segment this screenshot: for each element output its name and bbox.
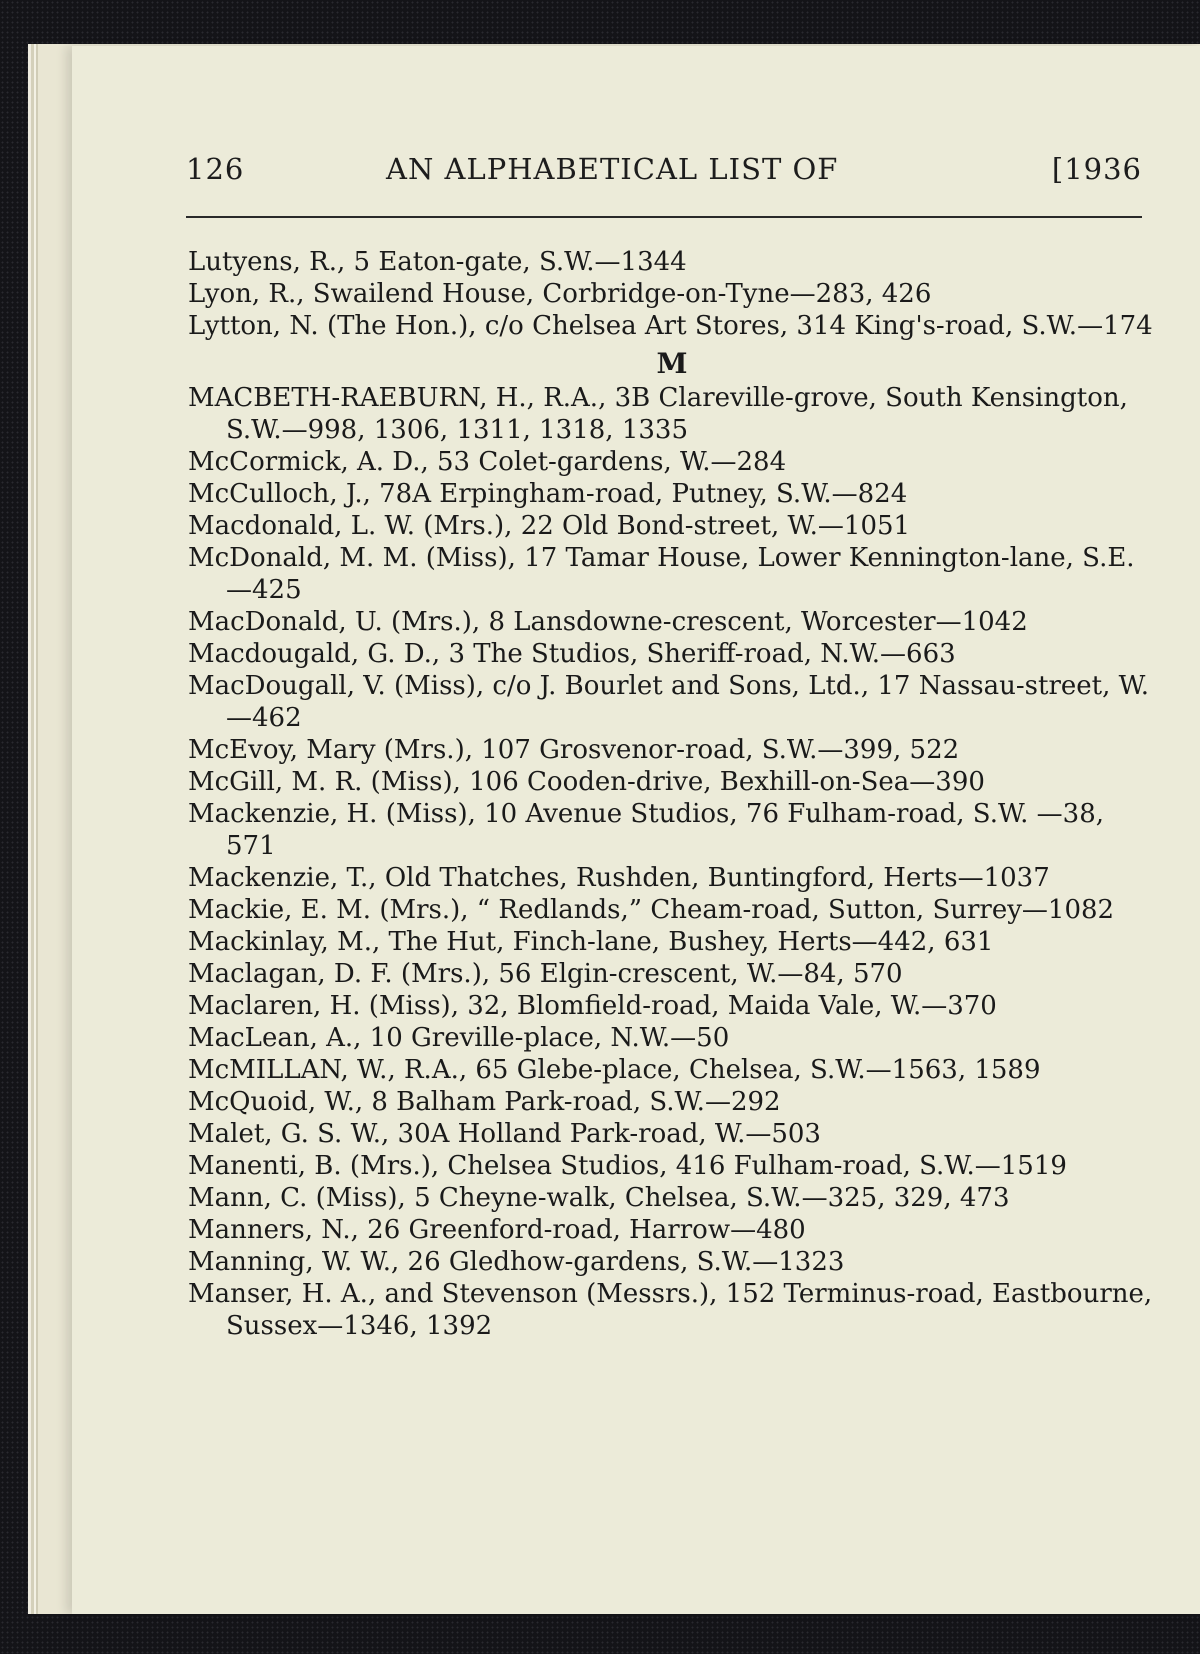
list-item: Manning, W. W., 26 Gledhow-gardens, S.W.—1323 — [188, 1247, 845, 1277]
list-item: MACBETH-RAEBURN, H., R.A., 3B Clareville-grove, South Kensington, S.W.—998, 1306, 1311, 1318, 1335 — [188, 383, 1128, 445]
list-item: Lutyens, R., 5 Eaton-gate, S.W.—1344 — [188, 247, 687, 277]
list-item: Lytton, N. (The Hon.), c/o Chelsea Art Stores, 314 King's-road, S.W.—174 — [188, 311, 1153, 341]
list-item: Manners, N., 26 Greenford-road, Harrow—480 — [188, 1215, 806, 1245]
list-item: McQuoid, W., 8 Balham Park-road, S.W.—292 — [188, 1087, 781, 1117]
list-item: Manser, H. A., and Stevenson (Messrs.), 152 Terminus-road, Eastbourne, Sussex—1346, 1392 — [188, 1279, 1153, 1341]
list-item: Manenti, B. (Mrs.), Chelsea Studios, 416 Fulham-road, S.W.—1519 — [188, 1151, 1067, 1181]
list-item: Mackie, E. M. (Mrs.), “ Redlands,” Cheam-road, Sutton, Surrey—1082 — [188, 895, 1115, 925]
directory-list — [188, 246, 1156, 1342]
list-item: McGill, M. R. (Miss), 106 Cooden-drive, Bexhill-on-Sea—390 — [188, 767, 985, 797]
list-item: Maclaren, H. (Miss), 32, Blomfield-road, Maida Vale, W.—370 — [188, 991, 997, 1021]
list-item: Macdonald, L. W. (Mrs.), 22 Old Bond-street, W.—1051 — [188, 511, 911, 541]
list-item: McCulloch, J., 78A Erpingham-road, Putney, S.W.—824 — [188, 479, 908, 509]
header-rule — [186, 216, 1142, 218]
list-item: Lyon, R., Swailend House, Corbridge-on-Tyne—283, 426 — [188, 279, 932, 309]
page-title: AN ALPHABETICAL LIST OF — [386, 152, 839, 186]
list-item: Mackenzie, H. (Miss), 10 Avenue Studios, 76 Fulham-road, S.W. —38, 571 — [188, 799, 1105, 861]
running-head — [186, 152, 1142, 200]
section-heading: M — [656, 347, 688, 380]
list-item: McEvoy, Mary (Mrs.), 107 Grosvenor-road, S.W.—399, 522 — [188, 735, 960, 765]
list-item: Mackinlay, M., The Hut, Finch-lane, Bushey, Herts—442, 631 — [188, 927, 994, 957]
list-item: MacDougall, V. (Miss), c/o J. Bourlet and Sons, Ltd., 17 Nassau-street, W.—462 — [188, 671, 1150, 733]
list-item: Maclagan, D. F. (Mrs.), 56 Elgin-crescent, W.—84, 570 — [188, 959, 903, 989]
page-number: 126 — [186, 152, 245, 186]
list-item: Malet, G. S. W., 30A Holland Park-road, W.—503 — [188, 1119, 821, 1149]
list-item: Mann, C. (Miss), 5 Cheyne-walk, Chelsea, S.W.—325, 329, 473 — [188, 1183, 1010, 1213]
list-item: McMILLAN, W., R.A., 65 Glebe-place, Chelsea, S.W.—1563, 1589 — [188, 1055, 1041, 1085]
list-item: MacLean, A., 10 Greville-place, N.W.—50 — [188, 1023, 730, 1053]
list-item: Mackenzie, T., Old Thatches, Rushden, Buntingford, Herts—1037 — [188, 863, 1050, 893]
year-label: [1936 — [1051, 152, 1142, 186]
list-item: McCormick, A. D., 53 Colet-gardens, W.—284 — [188, 447, 787, 477]
list-item: MacDonald, U. (Mrs.), 8 Lansdowne-crescent, Worcester—1042 — [188, 607, 1028, 637]
list-item: McDonald, M. M. (Miss), 17 Tamar House, Lower Kennington-lane, S.E.—425 — [188, 543, 1135, 605]
list-item: Macdougald, G. D., 3 The Studios, Sheriff-road, N.W.—663 — [188, 639, 956, 669]
